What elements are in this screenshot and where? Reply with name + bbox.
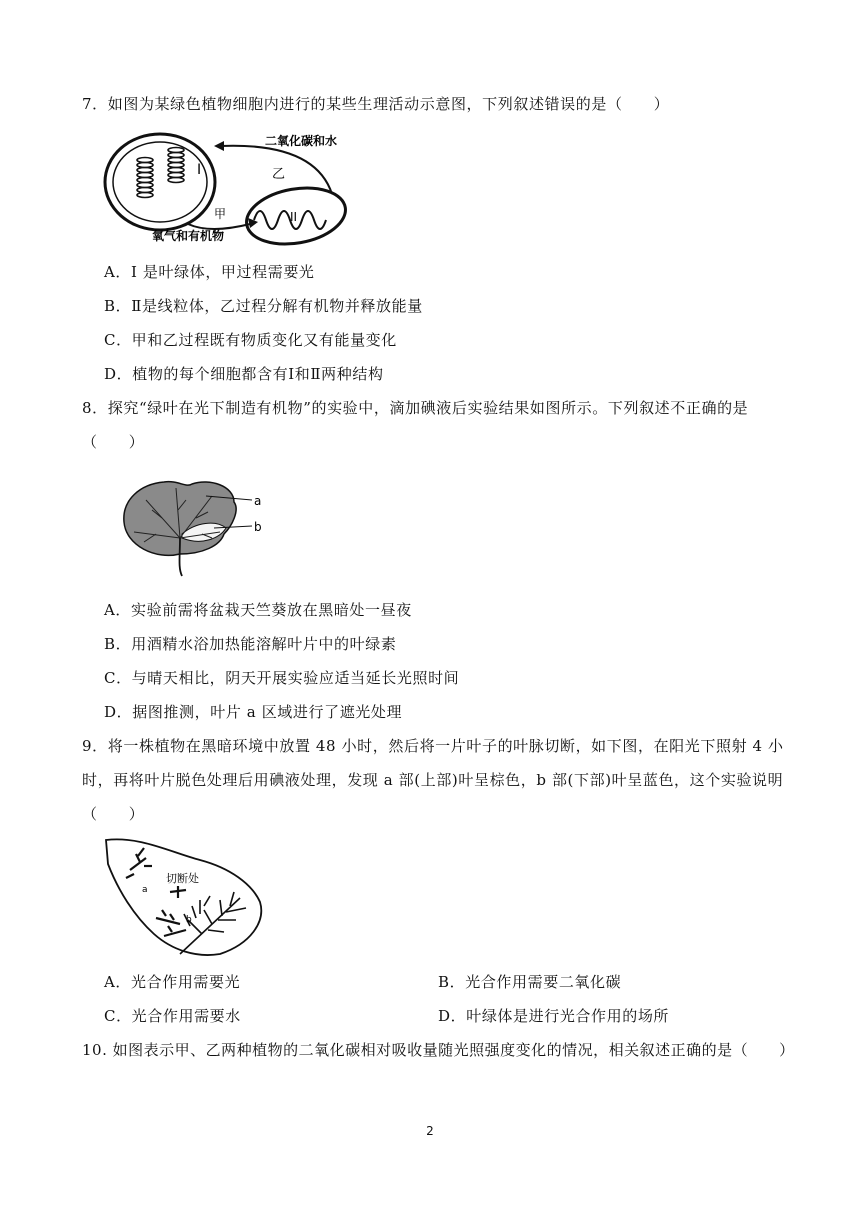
q7-option-c: C．甲和乙过程既有物质变化又有能量变化 (104, 331, 397, 349)
q7-option-a: A．I 是叶绿体，甲过程需要光 (104, 263, 315, 281)
q7-option-d: D．植物的每个细胞都含有Ⅰ和Ⅱ两种结构 (104, 365, 384, 383)
q8-stem-line1: 8．探究“绿叶在光下制造有机物”的实验中，滴加碘液后实验结果如图所示。下列叙述不正确的是 (82, 399, 749, 417)
q9-option-a: A．光合作用需要光 (104, 973, 241, 991)
page-number: 2 (426, 1124, 434, 1138)
label-a: a (142, 885, 148, 895)
label-b: b (254, 520, 262, 534)
q7-option-b: B．Ⅱ是线粒体，乙过程分解有机物并释放能量 (104, 297, 423, 315)
q9-stem-line1: 9．将一株植物在黑暗环境中放置 48 小时，然后将一片叶子的叶脉切断，如下图，在阳光下照射 4 小 (82, 737, 784, 755)
label-co2-water: 二氧化碳和水 (265, 134, 338, 148)
q9-option-d: D．叶绿体是进行光合作用的场所 (438, 1007, 670, 1025)
q9-stem-line2: 时，再将叶片脱色处理后用碘液处理，发现 a 部(上部)叶呈棕色，b 部(下部)叶呈蓝色，这个实验说明 (82, 771, 784, 789)
q8-option-b: B．用酒精水浴加热能溶解叶片中的叶绿素 (104, 635, 397, 653)
label-ii: II (290, 210, 298, 224)
label-i: I (197, 162, 202, 178)
label-o2-organic: 氧气和有机物 (152, 229, 225, 243)
q7-figure (100, 124, 356, 256)
q8-stem-line2: （ ） (82, 433, 145, 451)
q9-option-c: C．光合作用需要水 (104, 1007, 241, 1025)
label-a: a (254, 494, 262, 508)
q9-stem-line3: （ ） (82, 805, 145, 823)
label-yi: 乙 (272, 167, 286, 182)
q8-option-d: D．据图推测，叶片 a 区域进行了遮光处理 (104, 703, 403, 721)
q8-option-c: C．与晴天相比，阴天开展实验应适当延长光照时间 (104, 669, 460, 687)
q9-leaf-figure (100, 836, 268, 964)
q8-option-a: A．实验前需将盆栽天竺葵放在黑暗处一昼夜 (104, 601, 412, 619)
q9-option-b: B．光合作用需要二氧化碳 (438, 973, 622, 991)
q10-stem: 10. 如图表示甲、乙两种植物的二氧化碳相对吸收量随光照强度变化的情况，相关叙述正确的是（ ） (82, 1041, 795, 1059)
q7-stem: 7．如图为某绿色植物细胞内进行的某些生理活动示意图，下列叙述错误的是（ ） (82, 95, 670, 113)
q8-leaf-figure (116, 476, 272, 584)
label-cut: 切断处 (166, 872, 199, 885)
label-b: b (186, 915, 192, 925)
label-jia: 甲 (214, 207, 227, 221)
